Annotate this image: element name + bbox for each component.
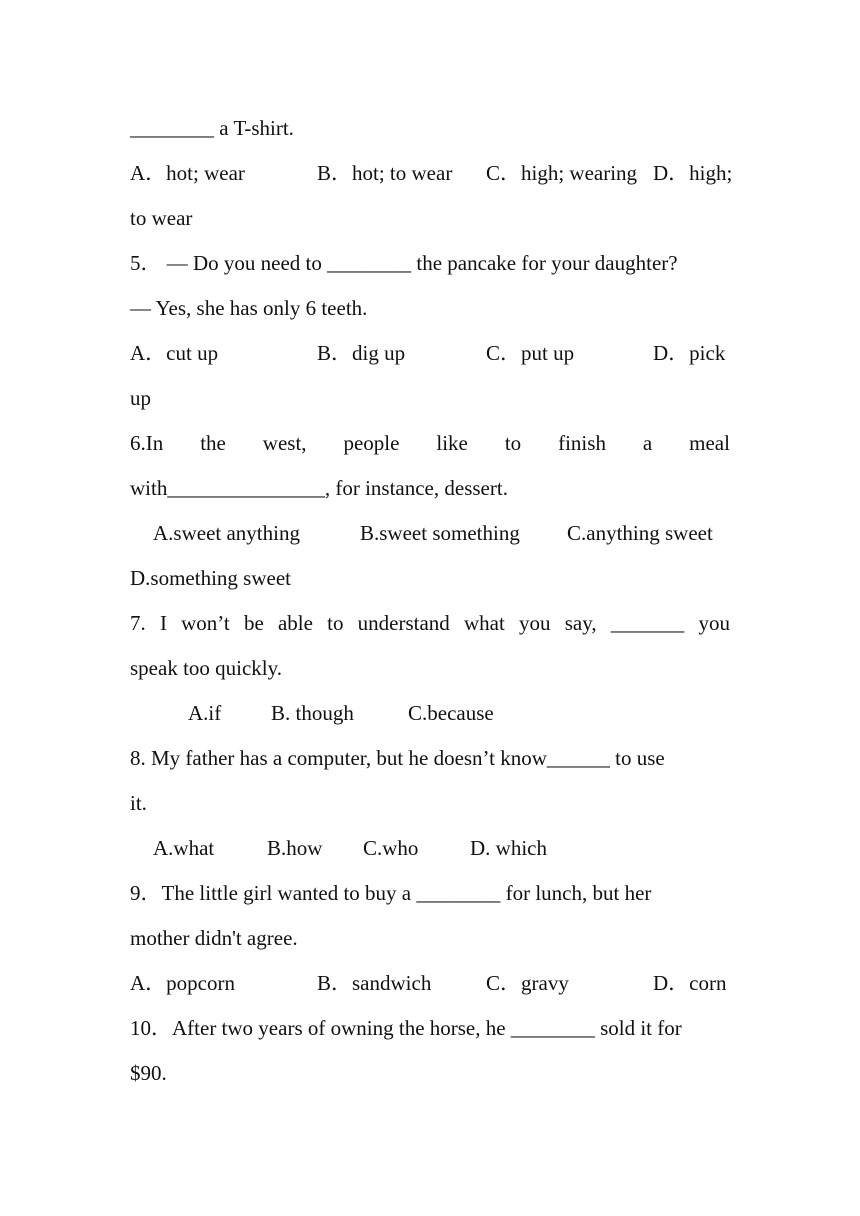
options-row-q6-cont [130, 556, 730, 601]
question-6-stem [130, 421, 730, 466]
option-a: A.sweet anything [153, 521, 300, 545]
question-text: speak too quickly. [130, 656, 283, 680]
question-text: 10．After two years of owning the horse, he ________ sold it for [130, 1016, 682, 1040]
word: what [464, 611, 505, 635]
word: you [519, 611, 551, 635]
options-row-q9 [130, 961, 730, 1006]
option-a: A．popcorn [130, 971, 235, 995]
question-text: 5． — Do you need to ________ the pancake for your daughter? [130, 251, 678, 275]
word: people [343, 431, 400, 455]
option-b: B．sandwich [317, 971, 432, 995]
question-continuation: ________ a T-shirt. [130, 116, 294, 140]
option-b: B．hot; to wear [317, 161, 453, 185]
word: like [436, 431, 468, 455]
option-d: D．pick [653, 341, 726, 365]
word: to [327, 611, 344, 635]
word: won’t [181, 611, 230, 635]
option-d: D. which [470, 836, 547, 860]
question-10-continuation [130, 1051, 730, 1096]
word: I [159, 611, 167, 635]
text-line [130, 196, 730, 241]
text-line [130, 376, 730, 421]
word: be [243, 611, 264, 635]
question-9-stem [130, 871, 730, 916]
option-a: A.if [188, 701, 222, 725]
option-a: A．hot; wear [130, 161, 245, 185]
option-c: C．put up [486, 341, 575, 365]
question-text: — Yes, she has only 6 teeth. [130, 296, 368, 320]
question-9-continuation [130, 916, 730, 961]
option-b: B.sweet something [360, 521, 520, 545]
options-row-q7 [130, 691, 730, 736]
word: 7. [130, 611, 146, 635]
question-5-reply [130, 286, 730, 331]
option-b: B．dig up [317, 341, 406, 365]
options-row-q5 [130, 331, 730, 376]
question-text: 9．The little girl wanted to buy a ________ for lunch, but her [130, 881, 652, 905]
word: able [277, 611, 313, 635]
word: 6.In [130, 431, 164, 455]
option-c: C．gravy [486, 971, 569, 995]
text-line [130, 106, 730, 151]
question-8-stem [130, 736, 730, 781]
option-d: D．corn [653, 971, 727, 995]
option-c: C.anything sweet [567, 521, 713, 545]
option-b: B.how [267, 836, 323, 860]
option-b: B. though [271, 701, 354, 725]
question-text: 8. My father has a computer, but he doesn’t know______ to use [130, 746, 665, 770]
options-row-q6 [130, 511, 730, 556]
word: _______ [610, 611, 685, 635]
question-5-stem [130, 241, 730, 286]
question-text: with_______________, for instance, dessert. [130, 476, 508, 500]
question-text: $90. [130, 1061, 167, 1085]
question-10-stem [130, 1006, 730, 1051]
option-a: A．cut up [130, 341, 219, 365]
option-d: D.something sweet [130, 566, 291, 590]
word: meal [689, 431, 730, 455]
word: to [504, 431, 522, 455]
option-c: C．high; wearing [486, 161, 638, 185]
option-d-continuation: up [130, 386, 151, 410]
option-d: D．high; [653, 161, 733, 185]
option-c: C.because [408, 701, 494, 725]
word: the [200, 431, 226, 455]
word: understand [357, 611, 450, 635]
question-text: mother didn't agree. [130, 926, 298, 950]
option-d-continuation: to wear [130, 206, 193, 230]
question-8-continuation [130, 781, 730, 826]
word: say, [564, 611, 597, 635]
option-a: A.what [153, 836, 215, 860]
question-7-continuation [130, 646, 730, 691]
word: finish [558, 431, 606, 455]
word: west, [262, 431, 307, 455]
word: you [698, 611, 730, 635]
question-text: it. [130, 791, 147, 815]
option-c: C.who [363, 836, 419, 860]
question-7-stem [130, 601, 730, 646]
options-row-q4 [130, 151, 733, 196]
question-6-continuation [130, 466, 730, 511]
options-row-q8 [130, 826, 730, 871]
word: a [642, 431, 653, 455]
